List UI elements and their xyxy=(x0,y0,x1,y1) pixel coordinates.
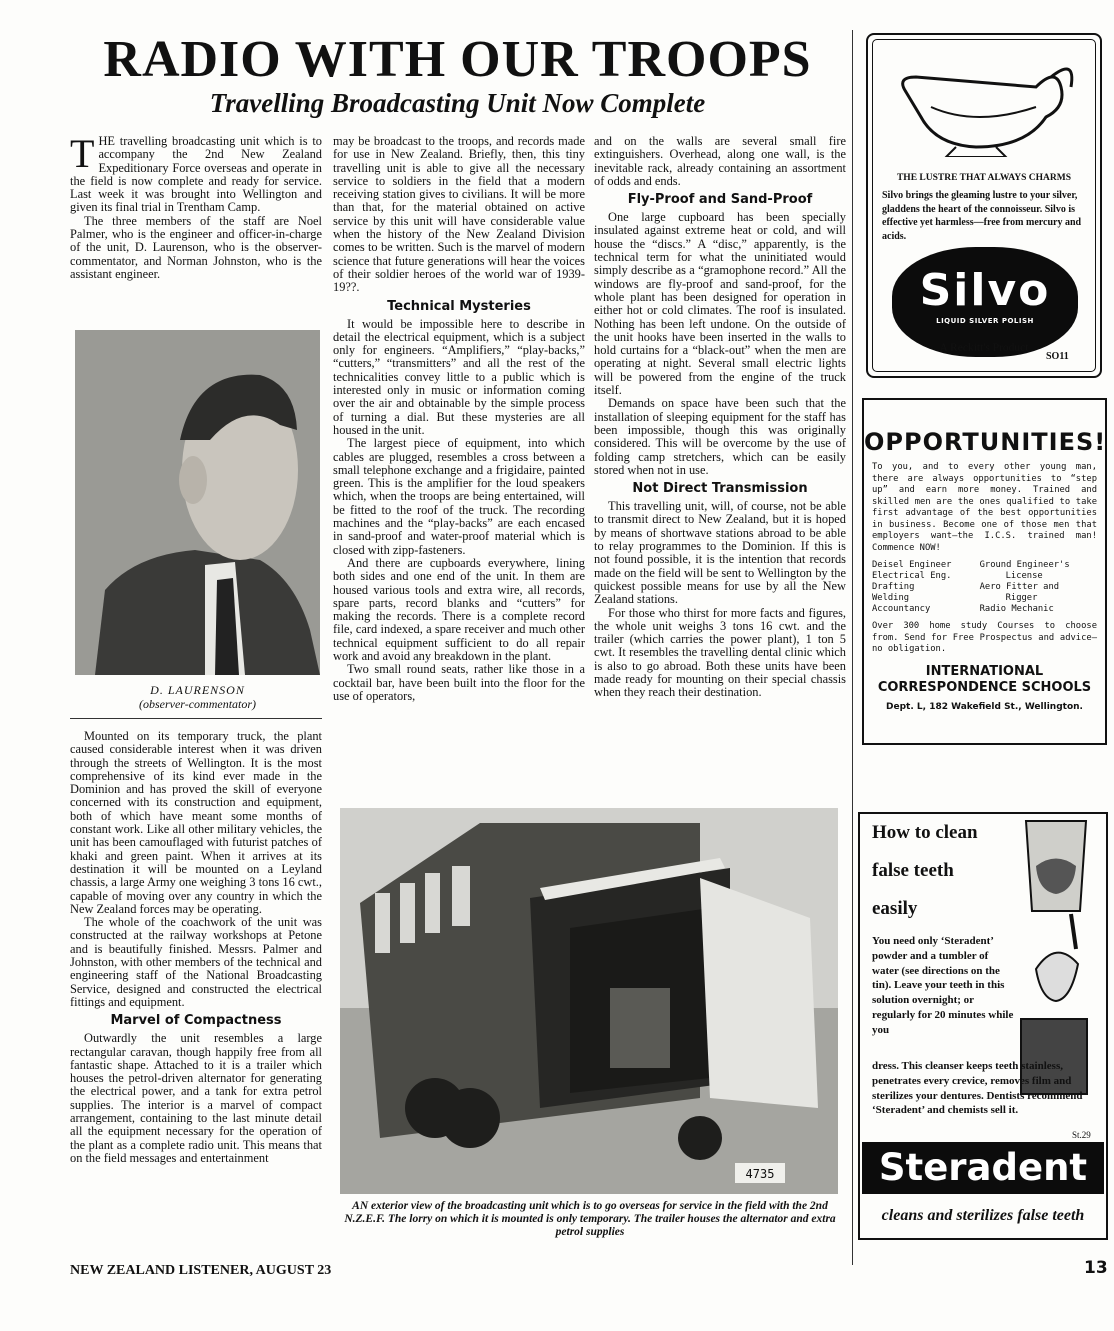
ics-outro: Over 300 home study Courses to choose from. Send for Free Prospectus and advice—no obligation. xyxy=(872,621,1097,654)
paragraph: The three members of the staff are Noel Palmer, who is the engineer and officer-in-charge of the unit, D. Laurenson, who is the observer-commentator, and Norman Johnston, who is the assistant engineer. xyxy=(70,213,322,281)
truck-caption: AN exterior view of the broadcasting unit which is to go overseas for service in the field with the 2nd N.Z.E.F. The lorry on which it is mounted is only temporary. The trailer houses the alternator and extra petrol supplies xyxy=(344,1200,836,1238)
subheadline: Travelling Broadcasting Unit Now Complete xyxy=(209,88,706,118)
column-divider xyxy=(852,30,853,1265)
page-number: 13 xyxy=(1084,1258,1108,1278)
ics-course: Electrical Eng. xyxy=(872,571,952,581)
truck-photo xyxy=(340,808,838,1194)
ics-headline: OPPORTUNITIES! xyxy=(864,428,1107,456)
ics-course: License xyxy=(1005,571,1043,581)
ics-course: Rigger xyxy=(1005,593,1038,603)
article-col1-bottom xyxy=(70,730,322,1165)
section-heading: Not Direct Transmission xyxy=(632,481,808,497)
silvo-product: LIQUID SILVER POLISH xyxy=(936,317,1034,325)
paragraph: Demands on space have been such that the installation of sleeping equipment for the staff has been impossible, though this was originally considered. This will be overcome by the use of folding camp stretchers, which can be easily stored when not in use. xyxy=(594,396,846,477)
paragraph: And there are cupboards everywhere, lining both sides and one end of the unit. In them are housed various tools and extra wire, all records, spare parts, record blanks and “cutters” for making the records. There is a complete record file, card indexed, a spare receiver and much other technical equipment sufficient to do all repair work and avoid any breakdown in the plant. xyxy=(333,555,585,663)
divider xyxy=(70,718,322,719)
ics-org-line2: CORRESPONDENCE SCHOOLS xyxy=(877,679,1092,695)
ics-course: Deisel Engineer xyxy=(872,560,952,570)
tumbler-icon xyxy=(1018,816,1094,916)
ics-course: Drafting xyxy=(872,582,915,592)
steradent-ad xyxy=(858,812,1108,1240)
truck-figure xyxy=(340,808,838,1194)
paragraph: It would be impossible here to describe in detail the electrical equipment, which is a subject only for engineers. “Amplifiers,” “play-backs,” “cutters,” “transmitters” and all the rest of the technicalities convey little to a public which is interested only in music or information coming over the air and obtainable by the simple process of turning a dial. But these mysteries are all housed in the unit. xyxy=(333,316,585,437)
sauce-boat-icon xyxy=(886,47,1086,157)
article-col3 xyxy=(594,135,846,700)
silvo-brand: Silvo xyxy=(919,265,1051,316)
portrait-caption-role: (observer-commentator) xyxy=(138,697,257,711)
ics-course: Aero Fitter and xyxy=(979,582,1060,592)
paragraph: Mounted on its temporary truck, the plant caused considerable interest when it was driven through the streets of Wellington. It is the most comprehensive of its kind ever made in the Dominion and has proved the skill of everyone concerned with its construction and equipment, both of which have meant some months of constant work. Like all other military vehicles, the unit has been camouflaged with futurist patches of khaki and green paint. When it arrives at its destination it will be mounted on a Leyland chassis, a large Army one weighing 3 tons 16 cwt., capable of moving over any country in which the New Zealand forces may be operating. xyxy=(70,729,322,916)
drop-cap: T xyxy=(70,131,95,176)
steradent-logo: Steradent xyxy=(862,1142,1104,1194)
ics-course: Ground Engineer's xyxy=(979,560,1070,570)
paragraph: One large cupboard has been specially insulated against extreme heat or cold, and will house the “discs.” A “disc,” apparently, is the technical term for what the uninitiated would simply describe as a “gramophone record.” All the windows are fly-proof and sand-proof, for the whole plant has been designed for operation in either hot or cold climates. The roof is insulated. Nothing has been left undone. On the outside of the unit hooks have been inserted in the walls to hold curtains for a “black-out” when the men are operating at night. Several small electric lights will be powered from the engine of the truck itself. xyxy=(594,210,846,398)
paragraph: Two small round seats, rather like those in a cocktail bar, have been built into the floor for the use of operators, xyxy=(333,662,585,703)
portrait-photo xyxy=(75,330,320,675)
paragraph: and on the walls are several small fire extinguishers. Overhead, along one wall, is the inevitable rack, already containing an assortment of odds and ends. xyxy=(594,134,846,188)
steradent-body-wide: dress. This cleanser keeps teeth stainless, penetrates every crevice, removes film and sterilizes your dentures. Dentists recommend ‘Steradent’ and chemists sell it. xyxy=(872,1060,1083,1117)
paragraph: This travelling unit, will, of course, not be able to transmit direct to New Zealand, but it is hoped by means of shortwave stations abroad to be able to relay programmes to the Dominion. If this is not found possible, it is the intention that records made on the field will be sent to Wellington by the quickest possible means for use by all the New Zealand stations. xyxy=(594,499,846,607)
portrait-caption-name: D. LAURENSON xyxy=(150,683,245,697)
steradent-head1: How to clean xyxy=(872,822,978,843)
license-plate: 4735 xyxy=(745,1167,775,1181)
steradent-body-narrow: You need only ‘Steradent’ powder and a tumbler of water (see directions on the tin). Leave your teeth in this solution overnight; or regularly for 20 minutes while you xyxy=(872,935,1014,1036)
ics-org-line1: INTERNATIONAL xyxy=(925,663,1044,679)
footer-publication: NEW ZEALAND LISTENER, AUGUST 23 xyxy=(70,1263,332,1278)
article-col1-top xyxy=(70,131,322,281)
article-col2 xyxy=(333,135,585,703)
portrait-caption xyxy=(75,683,320,711)
ics-course-list xyxy=(872,560,1097,615)
silvo-body: Silvo brings the gleaming lustre to your silver, gladdens the heart of the connoisseur. Silvo is effective yet harmless—free from mercury and acids. xyxy=(882,190,1082,242)
paragraph: For those who thirst for more facts and figures, the whole unit weighs 3 tons 16 cwt. and the trailer (which carries the power plant), 1 ton 5 cwt. It resembles the travelling dental clinic which is also to go abroad. Both these units have been made ready for mounting on their special chassis when they reach their destination. xyxy=(594,605,846,700)
silvo-code: SO11 xyxy=(1046,351,1069,362)
paragraph: Outwardly the unit resembles a large rectangular caravan, though happily free from all fantastic shape. Attached to it is a trailer which houses the petrol-driven alternator for generating the electrical power, and a tank for extra petrol supplies. The interior is a marvel of compact arrangement, containing to the last minute detail all the equipment necessary for the operation of the plant as a complete radio unit. This means that on the field messages and entertainment xyxy=(70,1031,322,1165)
steradent-slogan: cleans and sterilizes false teeth xyxy=(881,1207,1085,1224)
paragraph: HE travelling broadcasting unit which is to accompany the 2nd New Zealand Expeditionary Force overseas and operate in the field is now complete and ready for service. Last week it was brought into Wellington and given its final trial in Trentham Camp. xyxy=(70,134,322,215)
paragraph: The largest piece of equipment, into which cables are plugged, resembles a cross between a small telephone exchange and a frigidaire, painted green. This is the amplifier for the loud speakers which, when the troops are being entertained, will be fitted to the roof of the truck. The recording machines and the “play-backs” are each encased in sand-proof and water-proof material which is closed with zipp-fasteners. xyxy=(333,436,585,557)
ics-intro: To you, and to every other young man, there are always opportunities to “step up” and earn more money. Trained and skilled men are the ones qualified to take first advantage of the best opportunities in business. Become one of those men that employers want—the I.C.S. trained man! Commence NOW! xyxy=(872,462,1097,553)
section-heading: Fly-Proof and Sand-Proof xyxy=(627,192,813,208)
section-heading: Marvel of Compactness xyxy=(110,1013,282,1029)
ics-course: Accountancy xyxy=(872,604,931,614)
steradent-head2: false teeth xyxy=(872,860,954,881)
section-heading: Technical Mysteries xyxy=(387,298,531,314)
steradent-code: St.29 xyxy=(1072,1130,1091,1140)
steradent-head3: easily xyxy=(872,898,918,919)
ics-course: Radio Mechanic xyxy=(979,604,1054,614)
silvo-ad xyxy=(866,33,1102,378)
silvo-logo xyxy=(892,247,1078,357)
paragraph: The whole of the coachwork of the unit was constructed at the railway workshops at Petone and is beautifully finished. Messrs. Palmer and Johnston, with other members of the technical and engineering staff of the National Broadcasting Service, designed and constructed the electrical fittings and equipment. xyxy=(70,915,322,1009)
silvo-tagline: THE LUSTRE THAT ALWAYS CHARMS xyxy=(896,173,1072,183)
ics-course: Welding xyxy=(872,593,910,603)
silvo-maker: A Reckitt's Product xyxy=(939,342,1029,354)
ics-address: Dept. L, 182 Wakefield St., Wellington. xyxy=(886,701,1083,712)
portrait-figure xyxy=(75,330,320,675)
paragraph: may be broadcast to the troops, and records made for use in New Zealand. Briefly, then, this tiny travelling unit is able to give all the necessary service to soldiers in the field that a modern receiving station gives to civilians. It will be more than that, for the material obtained on active service by this unit will have considerable value when the history of the New Zealand Division comes to be written. Such is the marvel of modern science that future generations will hear the voices of their soldier heroes of the world war of 1939-19??. xyxy=(333,134,585,295)
ics-ad xyxy=(862,398,1107,745)
headline: RADIO WITH OUR TROOPS xyxy=(103,31,812,88)
